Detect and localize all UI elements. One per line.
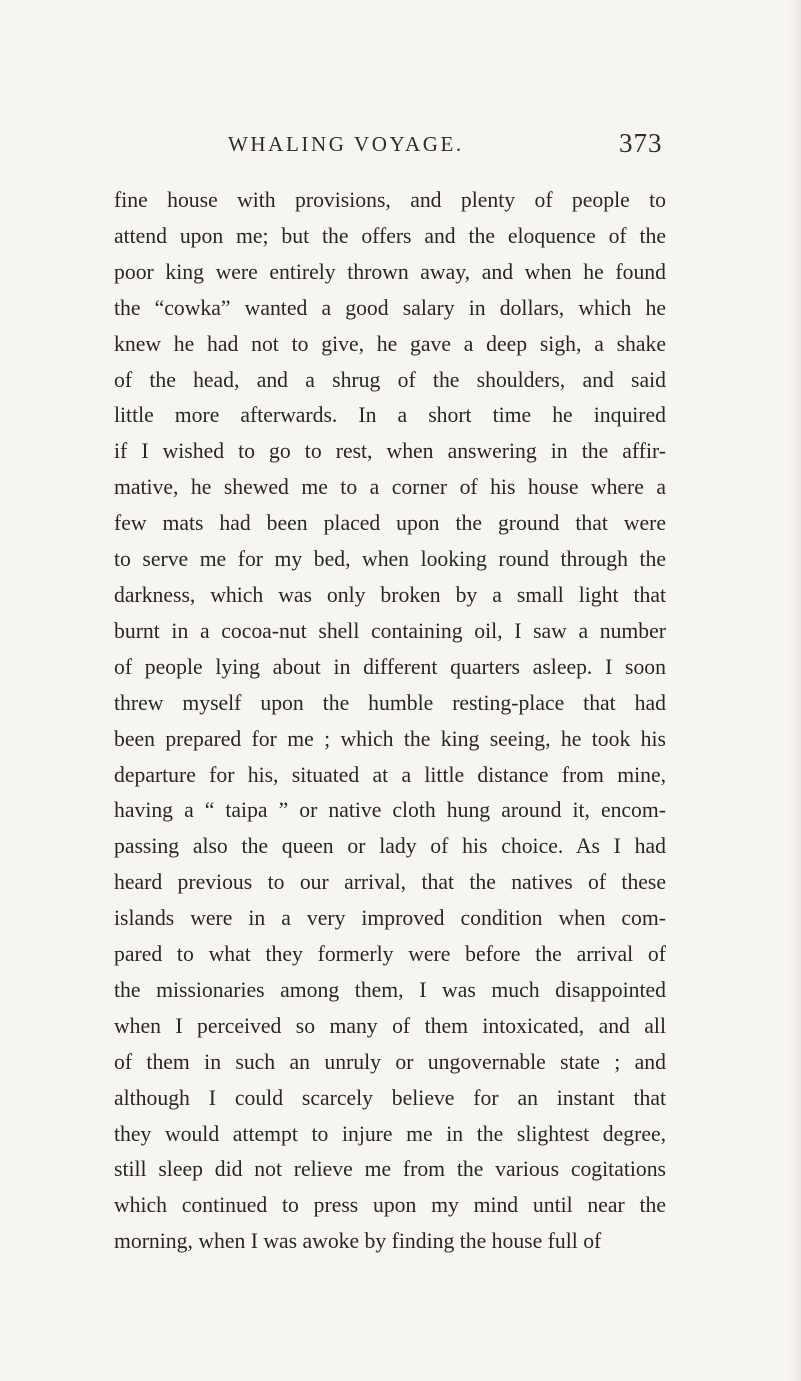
text-line: burnt in a cocoa-nut shell containing oil, I saw a number [114,618,666,643]
text-line: of people lying about in different quarters asleep. I soon [114,654,666,679]
running-head: WHALING VOYAGE. [228,132,464,156]
text-line: threw myself upon the humble resting-place that had [114,690,666,715]
text-line: morning, when I was awoke by finding the house full of [114,1229,602,1254]
text-line: passing also the queen or lady of his choice. As I had [114,834,666,859]
text-line: when I perceived so many of them intoxicated, and all [114,1013,666,1038]
text-line: knew he had not to give, he gave a deep sigh, a shake [114,331,666,356]
text-line: few mats had been placed upon the ground that were [114,511,666,536]
text-line: mative, he shewed me to a corner of his house where a [114,475,666,500]
text-line: to serve me for my bed, when looking round through the [114,547,666,572]
page-edge-shadow [789,0,801,1381]
text-line: fine house with provisions, and plenty of people to [114,188,666,212]
text-line: the missionaries among them, I was much disappointed [114,977,666,1002]
text-line: if I wished to go to rest, when answering in the affir- [114,439,666,464]
text-line: of the head, and a shrug of the shoulders, and said [114,367,666,392]
text-line: little more afterwards. In a short time he inquired [114,403,666,428]
text-line: darkness, which was only broken by a small light that [114,582,666,607]
text-line: having a “ taipa ” or native cloth hung around it, encom- [114,798,666,823]
text-line: although I could scarcely believe for an instant that [114,1085,666,1110]
text-line: islands were in a very improved condition when com- [114,906,666,931]
text-line: departure for his, situated at a little distance from mine, [114,762,666,787]
text-line: the “cowka” wanted a good salary in dollars, which he [114,295,666,320]
text-line: still sleep did not relieve me from the various cogitations [114,1157,666,1182]
text-line: they would attempt to injure me in the slightest degree, [114,1121,666,1146]
text-line: poor king were entirely thrown away, and when he found [114,259,666,284]
text-line: which continued to press upon my mind until near the [114,1193,666,1218]
text-line: attend upon me; but the offers and the eloquence of the [114,223,666,248]
body-text [114,183,666,1260]
page-number: 373 [619,128,663,158]
text-line: been prepared for me ; which the king seeing, he took his [114,726,666,751]
text-line: pared to what they formerly were before the arrival of [114,942,666,967]
text-line: heard previous to our arrival, that the natives of these [114,870,666,895]
text-line: of them in such an unruly or ungovernable state ; and [114,1049,666,1074]
